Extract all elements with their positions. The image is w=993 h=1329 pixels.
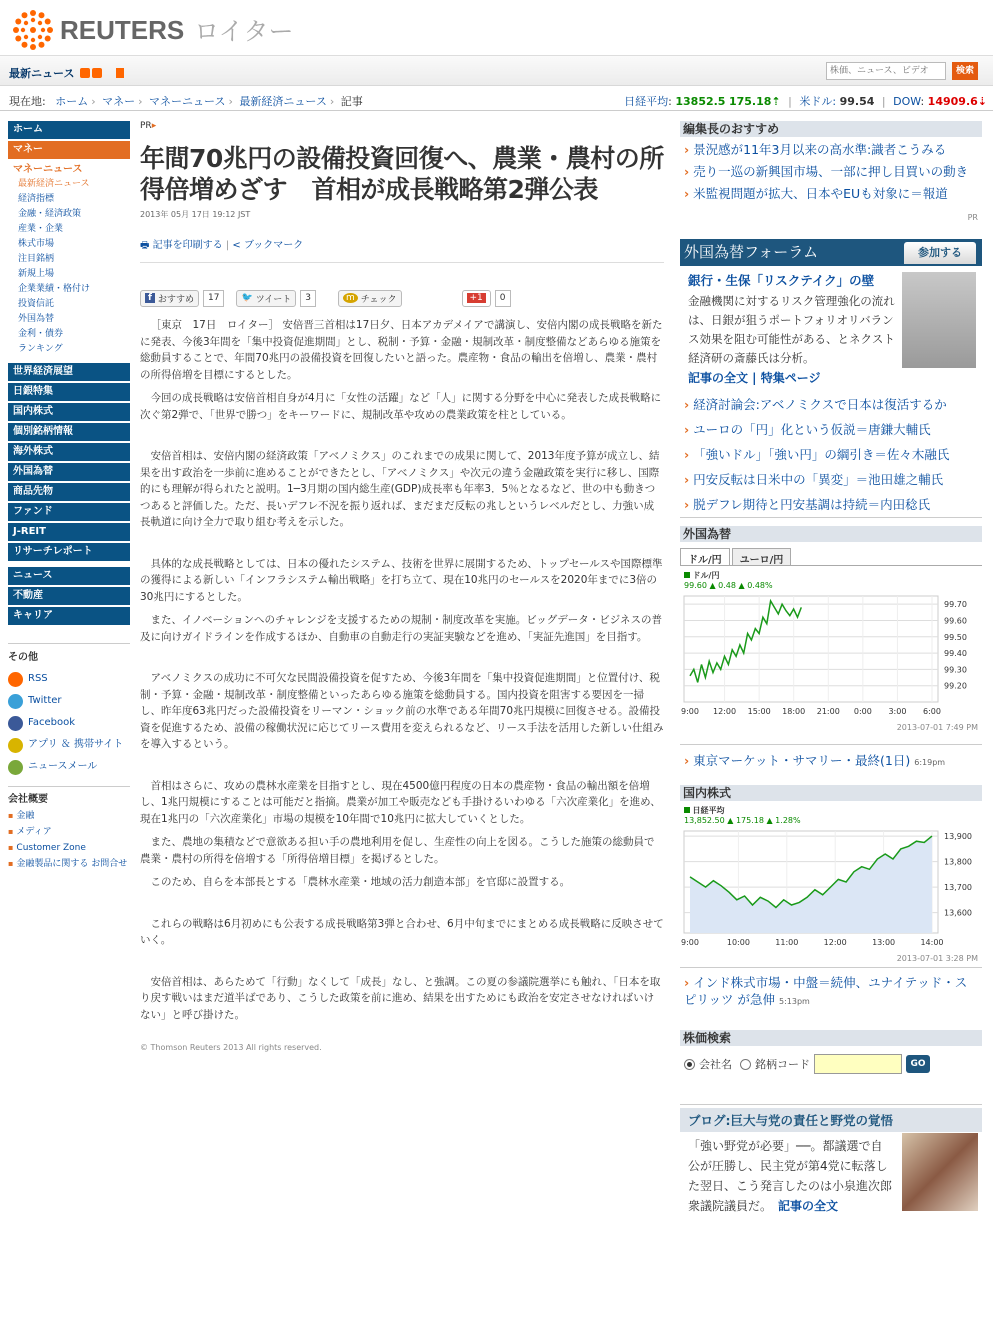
prev-arrow-icon[interactable] (80, 68, 90, 78)
breadcrumb-economic-news[interactable]: 最新経済ニュース (239, 95, 327, 108)
social-link[interactable] (8, 756, 130, 778)
blog-photo (902, 1133, 978, 1211)
rss-icon (8, 672, 23, 687)
google-plus-button[interactable] (462, 290, 491, 307)
twitter-icon (8, 694, 23, 709)
legend-swatch-icon (684, 807, 690, 813)
social-label: ニュースメール (28, 761, 98, 772)
x-tick-label: 15:00 (747, 707, 771, 716)
editor-picks-list (680, 137, 982, 205)
usdjpy-label[interactable]: 米ドル: (799, 95, 837, 108)
nav-section[interactable]: 個別銘柄情報 (8, 423, 130, 441)
mixi-icon: m (343, 293, 358, 303)
next-arrow-icon[interactable] (92, 68, 102, 78)
stock-search (680, 1030, 982, 1082)
fx-forum (680, 239, 982, 518)
x-tick-label: 11:00 (775, 938, 799, 947)
author-photo (902, 272, 976, 368)
x-tick-label: 12:00 (823, 938, 847, 947)
article-paragraph: 今回の成長戦略は安倍首相自身が4月に「女性の活躍」など「人」に関する分野を中心に発表した成長戦略に次ぐ第2弾で、「世界で勝つ」をキーワードに、規制改革や攻めの農業政策を柱としている。 (140, 392, 662, 421)
stock-search-heading: 株価検索 (680, 1030, 982, 1046)
social-label: Twitter (28, 695, 62, 706)
fx-widget (680, 526, 982, 775)
x-tick-label: 0:00 (853, 707, 872, 716)
nav-section[interactable]: リサーチレポート (8, 543, 130, 561)
y-tick-label: 99.20 (944, 681, 967, 691)
google-plus-count: 0 (495, 290, 511, 307)
breadcrumb-home[interactable]: ホーム (55, 95, 89, 108)
usdjpy-value: 99.54 (839, 95, 875, 108)
editor-pick-link[interactable]: › 米監視問題が拡大、日本やEUも対象に＝報道 (684, 183, 982, 205)
x-tick-label: 13:00 (872, 938, 896, 947)
radio-company-name[interactable] (684, 1059, 695, 1070)
copyright: © Thomson Reuters 2013 All rights reserved. (140, 1043, 322, 1052)
fx-news-text: 東京マーケット・サマリー・最終(1日) (693, 753, 911, 768)
nav-section[interactable]: J-REIT (8, 523, 130, 541)
y-tick-label: 13,800 (944, 857, 972, 867)
nav-money-news[interactable]: マネーニュース (13, 164, 83, 175)
pause-icon[interactable] (116, 68, 124, 78)
tab-usdjpy[interactable]: ドル/円 (680, 548, 730, 565)
mail-icon (8, 760, 23, 775)
mixi-check-button[interactable] (338, 290, 402, 307)
x-tick-label: 9:00 (681, 938, 699, 947)
pr-text: PR (140, 121, 152, 131)
article-paragraph: 安倍首相は、安倍内閣の経済政策「アベノミクス」のこれまでの成果に関して、2013年度予算が成立し、結果を出す政治を一歩前に進めることができたとし、「アベノミクス」や次元の違う金融政策を実行に移し、国際的にも理解が得られたと説明。1─3月期の国内総生産(GDP)成長率も年率3．5％となるなど、世の中も動きつつあると評価した。ただ、長いデフレ不況を振り返れば、まだまだ反転の兆しというレベルだとし、力強い成長軌道に向け全力で取り組む考えを示した。 (140, 450, 660, 528)
article-paragraph: 安倍首相は、あらためて「行動」なくして「成長」なし、と強調。この夏の参議院選挙にも触れ、「日本を取り戻す戦いはまだ道半ばであり、こうした政策を前に進め、結果を出すためにも政治を安定させなければいけない」と呼び掛けた。 (140, 975, 661, 1021)
share-bar (140, 289, 664, 307)
nikkei-label[interactable]: 日経平均 (624, 95, 669, 108)
nav-section[interactable]: 不動産 (8, 587, 130, 605)
subnav-item[interactable]: 外国為替 (18, 314, 55, 324)
forum-link[interactable]: › ユーロの「円」化という仮説＝唐鎌大輔氏 (684, 417, 982, 442)
social-link[interactable] (8, 668, 130, 690)
y-tick-label: 99.30 (944, 665, 967, 675)
forum-feature-links[interactable]: 記事の全文 | 特集ページ (688, 371, 821, 385)
subnav-item[interactable]: 最新経済ニュース (18, 179, 90, 189)
pr-label[interactable]: PR▸ (140, 121, 157, 131)
subnav-item[interactable]: 金利・債券 (18, 329, 64, 339)
fx-legend (680, 570, 982, 590)
y-tick-label: 99.50 (944, 632, 967, 642)
fx-tabs (680, 548, 982, 566)
editor-picks-heading: 編集長のおすすめ (680, 121, 982, 137)
article-paragraph: また、農地の集積などで意欲ある担い手の農地利用を促し、生産性の向上を図る。こうした施策の総動員で農業・農村の所得を倍増する「所得倍増目標」を掲げるとした。 (140, 836, 655, 865)
print-link[interactable]: 記事を印刷する (152, 240, 223, 251)
y-tick-label: 13,900 (944, 832, 972, 842)
nav-section[interactable]: 国内株式 (8, 403, 130, 421)
y-tick-label: 99.70 (944, 600, 967, 610)
tweet-button[interactable] (236, 290, 296, 307)
x-tick-label: 9:00 (681, 707, 699, 716)
y-tick-label: 13,700 (944, 883, 972, 893)
article-paragraph: 首相はさらに、攻めの農林水産業を目指すとし、現在4500億円程度の日本の農産物・食品の輸出額を倍増し、1兆円規模にすることは可能だと指摘。農業が加工や販売なども手掛けるいわゆる「六次産業化」を進め、現在1兆円の「六次産業化」市場の規模を10年間で10兆円に拡大していくとした。 (140, 779, 661, 825)
right-column (680, 121, 982, 1224)
forum-link[interactable]: › 「強いドル」「強い円」の綱引き＝佐々木融氏 (684, 442, 982, 467)
y-tick-label: 13,600 (944, 908, 972, 918)
nav-section[interactable]: 海外株式 (8, 443, 130, 461)
tweet-label: ツイート (255, 294, 292, 305)
forum-link[interactable]: › 円安反転は日米中の「異変」＝池田雄之輔氏 (684, 467, 982, 492)
fx-heading: 外国為替 (680, 526, 982, 542)
subnav-item[interactable]: 注目銘柄 (18, 254, 55, 264)
social-label: アプリ ＆ 携帯サイト (28, 739, 124, 750)
nikkei-value: 13852.5 (675, 95, 726, 108)
nikkei-change: 175.18 (728, 95, 772, 108)
corporate-link[interactable]: ▪ メディア (8, 824, 130, 840)
sub-bar (0, 56, 993, 86)
subnav-item[interactable]: 株式市場 (18, 239, 55, 249)
social-link[interactable] (8, 734, 130, 756)
breadcrumb-money[interactable]: マネー (102, 95, 136, 108)
brand-kana: ロイター (194, 17, 294, 46)
subnav-item[interactable]: 投資信託 (18, 299, 55, 309)
editor-pick-link[interactable]: › 売り一巡の新興国市場、一部に押し目買いの動き (684, 161, 982, 183)
corporate-link[interactable]: ▪ 金融製品に関する お問合せ (8, 856, 130, 872)
forum-feature-title[interactable]: 銀行・生保「リスクテイク」の壁 (688, 273, 875, 288)
search-button[interactable]: 検索 (952, 62, 978, 80)
mobile-app-icon (8, 738, 23, 753)
down-arrow-icon: ⇣ (977, 95, 987, 108)
facebook-icon: f (145, 293, 155, 303)
nav-section[interactable]: ファンド (8, 503, 130, 521)
stock-search-go-button[interactable]: GO (906, 1055, 930, 1073)
x-tick-label: 3:00 (888, 707, 907, 716)
nav-home[interactable]: ホーム (8, 121, 130, 139)
forum-link[interactable]: › 脱デフレ期待と円安基調は持続＝内田稔氏 (684, 492, 982, 517)
article-paragraph: アベノミクスの成功に不可欠な民間設備投資を促すため、今後3年間を「集中投資促進期間」と位置付け、税制・予算・金融・規制改革・制度整備といったあらゆる施策を総動員する。国内投資を阻害する要因を一掃し、昨年度63兆円だった設備投資をリーマン・ショック前の水準である年間70兆円規模に回復させる。設備投資を促進するため、設備の稼働状況に応じてリース費用を変えられるなど、リース手法を活用した新しい仕組みを導入するという。 (140, 672, 664, 750)
nav-section[interactable]: ニュース (8, 567, 130, 585)
left-nav (8, 121, 130, 872)
corporate-link[interactable]: ▪ Customer Zone (8, 840, 130, 856)
latest-news[interactable] (9, 65, 124, 81)
article (140, 121, 664, 1052)
x-tick-label: 14:00 (920, 938, 944, 947)
nikkei-legend (680, 805, 982, 825)
subnav-item[interactable]: ランキング (18, 344, 63, 354)
nikkei-chart (680, 805, 982, 963)
x-tick-label: 6:00 (923, 707, 941, 716)
fx-news-time: 6:19pm (914, 758, 946, 767)
forum-list (680, 390, 982, 517)
market-ticker: 日経平均: 13852.5 175.18⇡ | 米ドル: 99.54 | DOW: 14909.6⇣ (624, 95, 987, 108)
legend-swatch-icon (684, 572, 690, 578)
subnav-item[interactable]: 新規上場 (18, 269, 55, 279)
nav-section[interactable]: 外国為替 (8, 463, 130, 481)
stock-news-time: 5:13pm (778, 997, 810, 1006)
reuters-logo-icon (12, 9, 54, 51)
facebook-icon (8, 716, 23, 731)
tweet-count: 3 (300, 290, 316, 307)
brand-name: REUTERS (60, 14, 185, 45)
print-icon: 🖶 (140, 240, 150, 251)
forum-feature (680, 266, 982, 368)
social-link[interactable] (8, 712, 130, 734)
tab-eurjpy[interactable]: ユーロ/円 (732, 548, 792, 565)
other-heading: その他 (8, 652, 38, 663)
nikkei-chart-svg (680, 825, 982, 949)
jp-stock-widget (680, 785, 982, 1016)
forum-feature-desc: 金融機関に対するリスク管理強化の流れは、日銀が狙うポートフォリオリバランス効果を阻む可能性がある、とネクスト経済研の斎藤氏は分析。 (688, 294, 895, 365)
breadcrumb-row (0, 89, 993, 111)
article-paragraph: このため、自らを本部長とする「農林水産業・地域の活力創造本部」を官邸に設置する。 (150, 876, 571, 888)
stock-news-link[interactable] (680, 967, 982, 1016)
fx-chart (680, 570, 982, 732)
forum-link[interactable]: › 経済討論会:アベノミクスで日本は復活するか (684, 392, 982, 417)
corporate-section (8, 786, 130, 872)
corporate-heading: 会社概要 (8, 794, 48, 805)
nav-section[interactable]: 商品先物 (8, 483, 130, 501)
breadcrumb: 現在地: ホーム › マネー › マネーニュース › 最新経済ニュース › 記事 (9, 95, 363, 108)
fx-forum-header (680, 239, 982, 266)
subnav-item[interactable]: 企業業績・格付け (18, 284, 91, 294)
social-label: RSS (28, 673, 48, 684)
stock-search-input[interactable] (814, 1054, 902, 1074)
search-input[interactable] (826, 62, 946, 80)
stock-search-form (680, 1046, 982, 1082)
nikkei-legend-name: 日経平均 (692, 806, 725, 815)
social-label: Facebook (28, 717, 75, 728)
article-paragraph: ［東京 17日 ロイター］ 安倍晋三首相は17日夕、日本アカデメイアで講演し、安倍内閣の成長戦略を新たに発表、今後3年間を「集中投資促進期間」とし、税制・予算・金融・規制改革・制度整備などあらゆる施策を総動員することで、年間70兆円の設備投資を回復したいと語った。農産物・食品の輸出を倍増し、農業・農村の所得倍増を目標にするとした。 (140, 319, 663, 381)
nikkei-legend-values: 13,852.50 ▲ 175.18 ▲ 1.28% (684, 816, 801, 825)
radio-ticker-code-label: 銘柄コード (755, 1058, 810, 1071)
fx-forum-title[interactable]: 外国為替フォーラム (684, 243, 819, 261)
article-body (140, 317, 664, 1023)
share-icon: < (232, 240, 241, 251)
fx-chart-svg (680, 590, 982, 718)
fx-legend-values: 99.60 ▲ 0.48 ▲ 0.48% (684, 581, 773, 590)
nav-section[interactable]: 日銀特集 (8, 383, 130, 401)
article-paragraph: これらの戦略は6月初めにも公表する成長戦略第3弾と合わせ、6月中旬までにまとめる成長戦略に反映させていく。 (140, 917, 664, 946)
subnav-item[interactable]: 産業・企業 (18, 224, 64, 234)
x-tick-label: 18:00 (782, 707, 806, 716)
fx-timestamp: 2013-07-01 7:49 PM (896, 723, 978, 732)
latest-news-label: 最新ニュース (9, 67, 75, 80)
blog-read-more[interactable]: 記事の全文 (778, 1199, 839, 1213)
fx-legend-name: ドル/円 (692, 571, 720, 580)
article-paragraph: 具体的な成長戦略としては、日本の優れたシステム、技術を世界に展開するため、トップセールスや国際標準の獲得による新しい「インフラシステム輸出戦略」を打ち立て、現在10兆円のセールスを2020年までに3倍の30兆円にするとした。 (140, 557, 663, 603)
facebook-like-label: おすすめ (157, 294, 195, 305)
blog-desc-text: 「強い野党が必要」──。都議選で自公が圧勝し、民主党が第4党に転落した翌日、こう発言したのは小泉進次郎衆議院議員だ。 (688, 1139, 893, 1213)
bookmark-link[interactable]: ブックマーク (243, 240, 304, 251)
jp-stock-heading: 国内株式 (680, 785, 982, 801)
site-header (0, 0, 993, 56)
nikkei-timestamp: 2013-07-01 3:28 PM (896, 954, 978, 963)
up-arrow-icon: ⇡ (771, 95, 781, 108)
x-tick-label: 21:00 (816, 707, 840, 716)
dow-label[interactable]: DOW (893, 95, 921, 108)
nav-section[interactable]: 世界経済展望 (8, 363, 130, 381)
article-date: 2013年 05月 17日 19:12 JST (140, 210, 251, 219)
corporate-link[interactable]: ▪ 金融 (8, 808, 130, 824)
nav-section[interactable]: キャリア (8, 607, 130, 625)
blog-widget (680, 1104, 982, 1224)
blog-title[interactable]: ブログ:巨大与党の責任と野党の覚悟 (680, 1108, 982, 1132)
facebook-count: 17 (203, 290, 224, 307)
dow-value: 14909.6 (927, 95, 978, 108)
subnav-item[interactable]: 金融・経済政策 (18, 209, 82, 219)
x-tick-label: 12:00 (713, 707, 737, 716)
breadcrumb-current: 記事 (340, 95, 363, 108)
article-paragraph: また、イノベーションへのチャレンジを支援するための規制・制度改革を実施。ビッグデータ・ビジネスの普及に向けガイドラインを作成するほか、自動車の自動走行の実証実験などを進め、「実証先進国」を目指す。 (140, 614, 662, 643)
pr-label-right[interactable]: PR (967, 213, 978, 222)
money-subnav (8, 161, 130, 363)
stock-news-text: インド株式市場・中盤＝続伸、ユナイテッド・スピリッツ が急伸 (684, 975, 968, 1007)
y-tick-label: 99.60 (944, 616, 967, 626)
google-plus-icon: +1 (467, 293, 486, 303)
radio-company-name-label: 会社名 (699, 1058, 732, 1071)
article-title: 年間70兆円の設備投資回復へ、農業・農村の所得倍増めざす 首相が成長戦略第2弾公表 (140, 144, 664, 204)
nav-money[interactable]: マネー (8, 141, 130, 159)
breadcrumb-prefix: 現在地: (9, 95, 46, 108)
fx-news-link[interactable] (680, 744, 982, 775)
reuters-logo[interactable] (12, 9, 294, 51)
breadcrumb-money-news[interactable]: マネーニュース (149, 95, 226, 108)
mixi-label: チェック (360, 294, 397, 305)
facebook-like-button[interactable] (140, 290, 199, 307)
social-link[interactable] (8, 690, 130, 712)
blog-desc (680, 1136, 894, 1216)
twitter-icon: 🐦 (241, 293, 253, 303)
join-button[interactable]: 参加する (904, 242, 976, 264)
subnav-item[interactable]: 経済指標 (18, 194, 55, 204)
article-tools: 🖶 記事を印刷する | < ブックマーク (140, 236, 664, 263)
editor-pick-link[interactable]: › 景況感が11年3月以来の高水準:識者こうみる (684, 139, 982, 161)
y-tick-label: 99.40 (944, 649, 967, 659)
other-section (8, 643, 130, 778)
radio-ticker-code[interactable] (740, 1059, 751, 1070)
x-tick-label: 10:00 (726, 938, 750, 947)
